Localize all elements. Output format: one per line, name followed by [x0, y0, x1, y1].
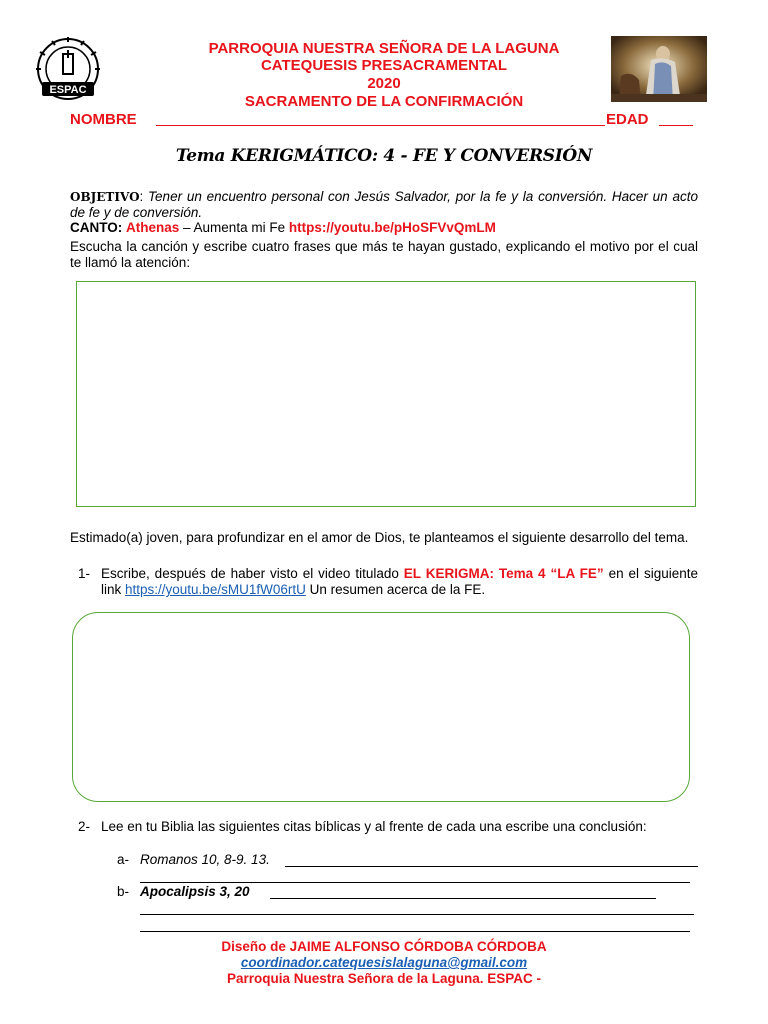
song-link[interactable]: https://youtu.be/pHoSFVvQmLM — [288, 220, 496, 235]
objective: OBJETIVO: Tener un encuentro personal con Jesús Salvador, por la fe y la conversión. Hacer un acto de fe y de conversión. — [70, 189, 698, 220]
item2-text: Lee en tu Biblia las siguientes citas bíblicas y al frente de cada una escribe una conclusión: — [101, 819, 647, 834]
objective-label: OBJETIVO — [70, 190, 140, 204]
item1-text: Escribe, después de haber visto el video titulado EL KERIGMA: Tema 4 “LA FE” en el siguiente link https://youtu.be/sMU1fW06rtU Un resumen acerca de la FE. — [101, 566, 698, 597]
item2a-answer-line[interactable] — [285, 866, 698, 867]
item2b-answer-line[interactable] — [270, 898, 656, 899]
catechesis-title: CATEQUESIS PRESACRAMENTAL — [260, 57, 508, 74]
name-field[interactable] — [156, 125, 605, 126]
video-link[interactable]: https://youtu.be/sMU1fW06rtU — [125, 582, 306, 597]
summary-answer-box[interactable] — [72, 612, 690, 802]
footer-parish: Parroquia Nuestra Señora de la Laguna. ESPAC - — [226, 971, 542, 986]
item2b-answer-line-2[interactable] — [140, 914, 694, 915]
video-title: EL KERIGMA: Tema 4 “LA FE” — [403, 566, 604, 581]
song-label: CANTO: — [70, 220, 123, 235]
item2a-reference: Romanos 10, 8-9. 13. — [140, 852, 270, 867]
item2b-reference: Apocalipsis 3, 20 — [140, 884, 250, 899]
item2a-label: a- — [117, 852, 130, 867]
song-answer-box[interactable] — [76, 281, 696, 507]
item2b-label: b- — [117, 884, 130, 899]
year: 2020 — [367, 75, 401, 92]
song-instruction: Escucha la canción y escribe cuatro frases que más te hayan gustado, explicando el motivo por el cual te llamó la atención: — [70, 239, 698, 270]
intro-text: Estimado(a) joven, para profundizar en el amor de Dios, te planteamos el siguiente desarrollo del tema. — [70, 530, 689, 545]
song-artist: Athenas — [126, 220, 180, 235]
item1-number: 1- — [78, 566, 91, 581]
logo-text: ESPAC — [49, 84, 87, 96]
footer-email[interactable]: coordinador.catequesislalaguna@gmail.com — [240, 955, 528, 970]
objective-text: Tener un encuentro personal con Jesús Salvador, por la fe y la conversión. Hacer un acto de fe y de conversión. — [70, 189, 698, 220]
footer-designer: Diseño de JAIME ALFONSO CÓRDOBA CÓRDOBA — [221, 939, 547, 954]
song-line — [70, 220, 698, 236]
topic-title: Tema KERIGMÁTICO: 4 - FE Y CONVERSIÓN — [175, 146, 593, 166]
sacrament-title: SACRAMENTO DE LA CONFIRMACIÓN — [244, 93, 524, 110]
parish-title: PARROQUIA NUESTRA SEÑORA DE LA LAGUNA — [208, 40, 560, 57]
age-label: EDAD — [606, 111, 649, 128]
name-label: NOMBRE — [70, 111, 137, 128]
song-title: – Aumenta mi Fe — [179, 220, 289, 235]
age-field[interactable] — [659, 125, 693, 126]
item2a-answer-line-2[interactable] — [140, 882, 690, 883]
item2b-answer-line-3[interactable] — [140, 931, 690, 932]
item2-number: 2- — [78, 819, 91, 834]
